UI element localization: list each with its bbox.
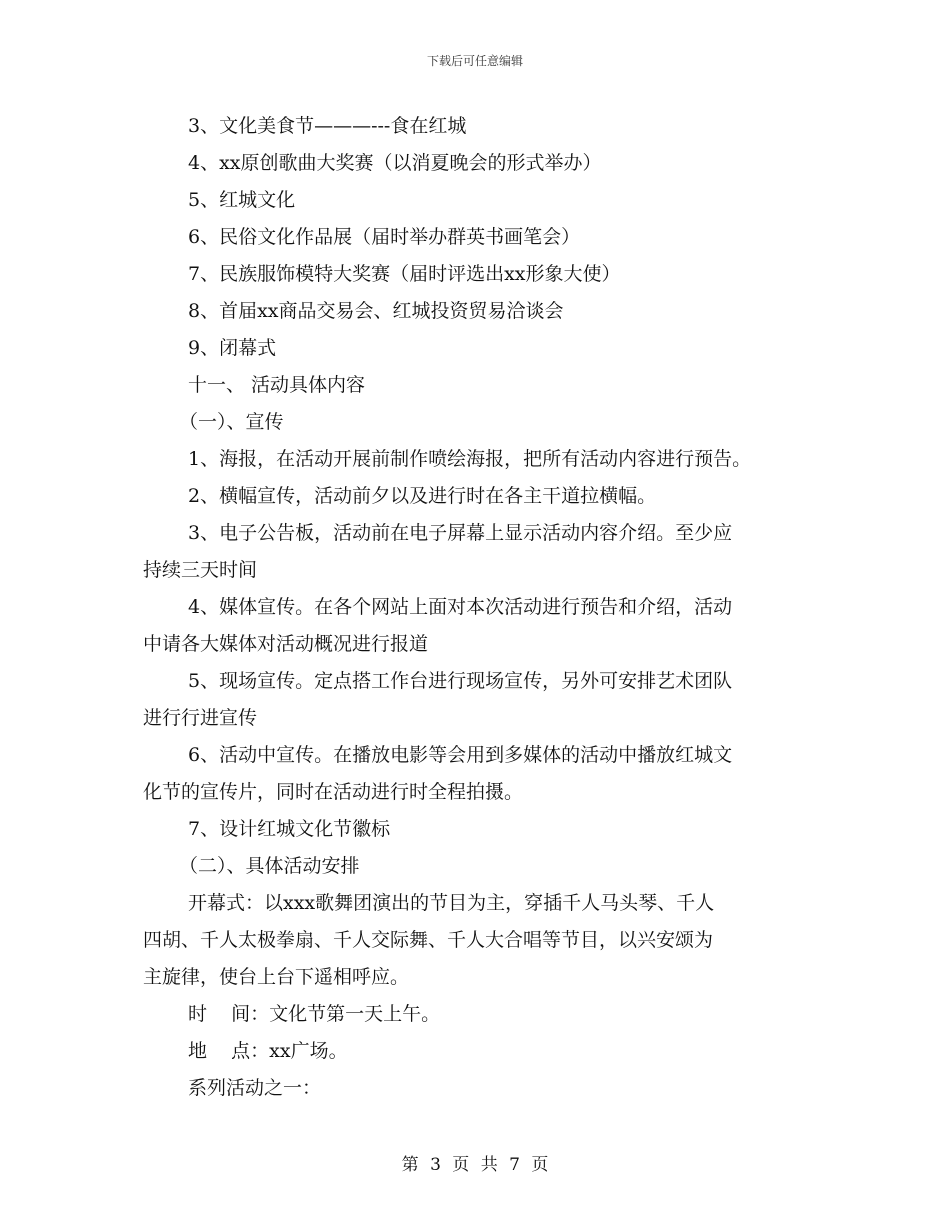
- page-number: 第 3 页 共 7 页: [401, 1155, 549, 1175]
- paragraph-media: 4、媒体宣传。在各个网站上面对本次活动进行预告和介绍，活动: [188, 596, 733, 618]
- paragraph-in-event: 6、活动中宣传。在播放电影等会用到多媒体的活动中播放红城文: [188, 744, 733, 766]
- subsection-heading-publicity: （一）、宣传: [179, 411, 284, 433]
- opening-location: 地 点：xx广场。: [188, 1040, 348, 1062]
- paragraph-e-board: 3、电子公告板，活动前在电子屏幕上显示活动内容介绍。至少应: [188, 522, 733, 544]
- document-body: [143, 108, 823, 1107]
- series-activity-heading: 系列活动之一：: [188, 1077, 322, 1099]
- paragraph-poster: 1、海报，在活动开展前制作喷绘海报，把所有活动内容进行预告。: [188, 448, 752, 470]
- paragraph-banner: 2、横幅宣传，活动前夕以及进行时在各主干道拉横幅。: [188, 485, 657, 507]
- list-item-hongcheng-culture: 5、红城文化: [188, 189, 296, 211]
- paragraph-media-cont: 中请各大媒体对活动概况进行报道: [143, 633, 429, 655]
- paragraph-logo-design: 7、设计红城文化节徽标: [188, 818, 391, 840]
- opening-time: 时 间：文化节第一天上午。: [188, 1003, 441, 1025]
- paragraph-onsite-cont: 进行行进宣传: [143, 707, 258, 729]
- list-item-costume-model-contest: 7、民族服饰模特大奖赛（届时评选出xx形象大使）: [188, 263, 621, 285]
- list-item-culinary-festival: 3、文化美食节———---食在红城: [188, 115, 467, 137]
- paragraph-opening-cont-1: 四胡、千人太极拳扇、千人交际舞、千人大合唱等节目，以兴安颂为: [143, 929, 714, 951]
- page-header-note: 下载后可任意编辑: [426, 54, 523, 68]
- list-item-folk-art-exhibition: 6、民俗文化作品展（届时举办群英书画笔会）: [188, 226, 581, 248]
- paragraph-e-board-cont: 持续三天时间: [143, 559, 258, 581]
- list-item-song-contest: 4、xx原创歌曲大奖赛（以消夏晚会的形式举办）: [188, 152, 602, 174]
- list-item-trade-fair: 8、首届xx商品交易会、红城投资贸易洽谈会: [188, 300, 564, 322]
- subsection-heading-arrangement: （二）、具体活动安排: [179, 855, 360, 877]
- list-item-closing-ceremony: 9、闭幕式: [188, 337, 277, 359]
- paragraph-in-event-cont: 化节的宣传片，同时在活动进行时全程拍摄。: [143, 781, 524, 803]
- paragraph-opening-cont-2: 主旋律，使台上台下遥相呼应。: [143, 966, 410, 988]
- paragraph-opening: 开幕式：以xxx歌舞团演出的节目为主，穿插千人马头琴、千人: [188, 892, 715, 914]
- paragraph-onsite: 5、现场宣传。定点搭工作台进行现场宣传，另外可安排艺术团队: [188, 670, 733, 692]
- section-heading-activity-details: 十一、 活动具体内容: [188, 374, 366, 396]
